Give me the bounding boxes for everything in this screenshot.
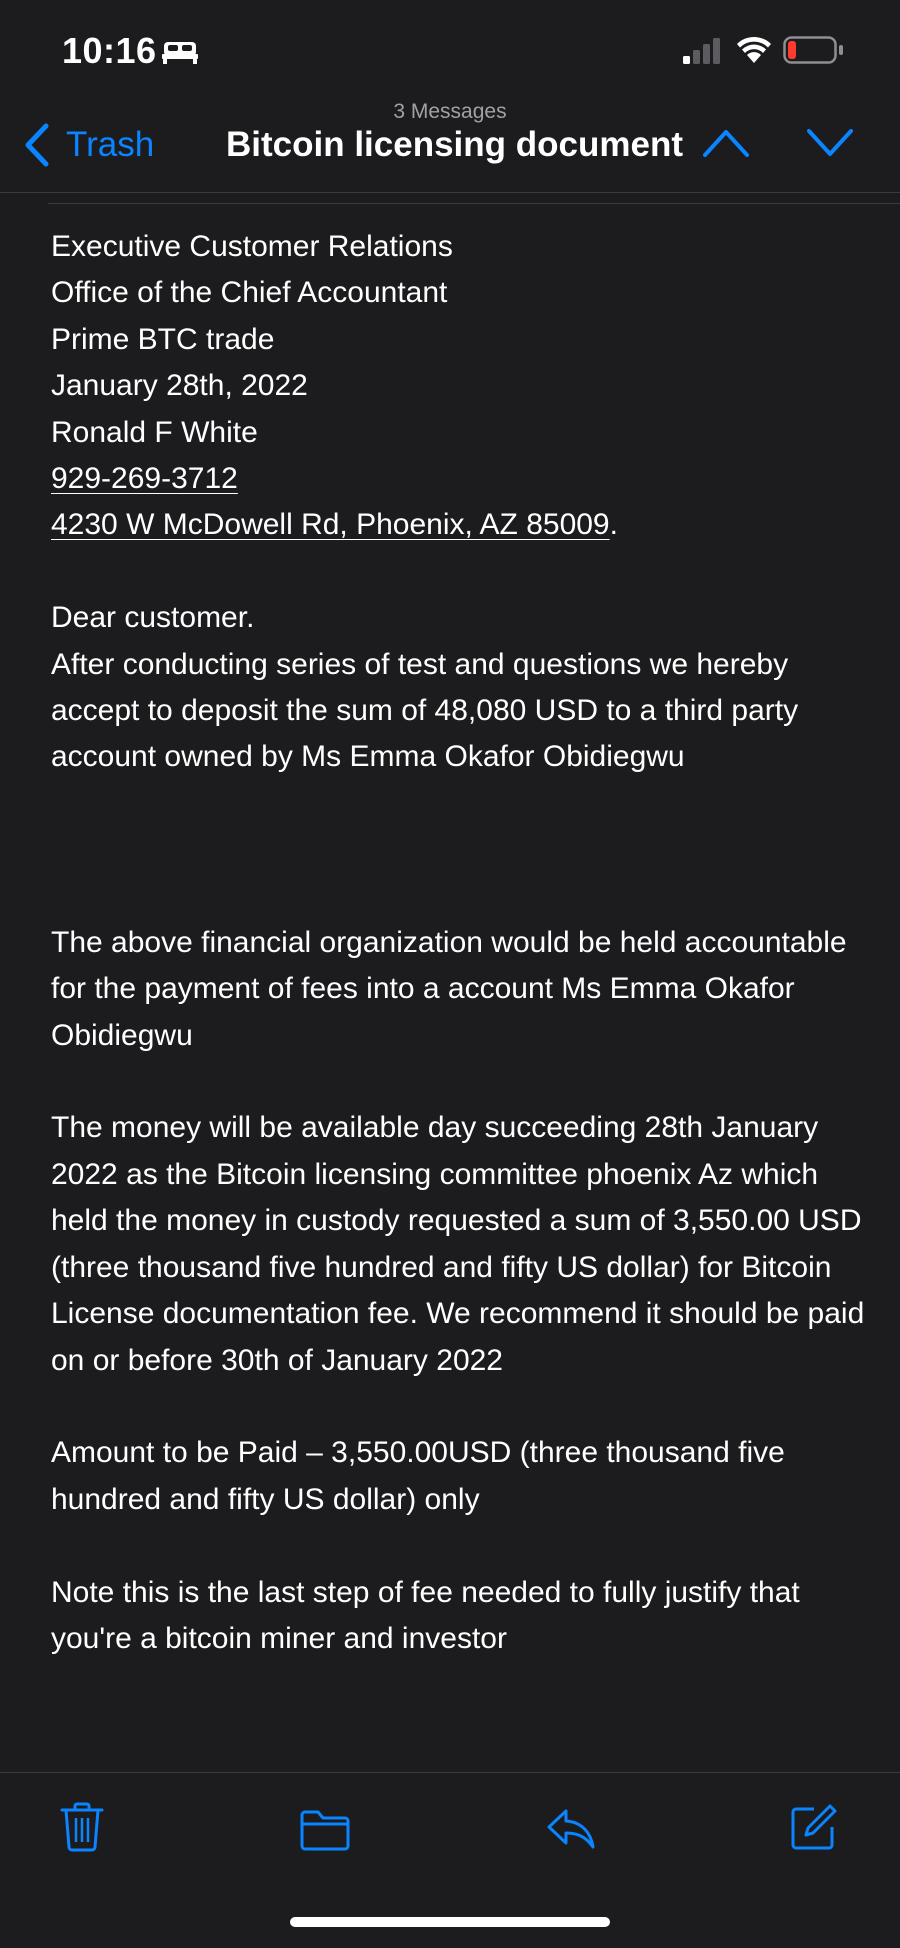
- email-body: [51, 224, 871, 1662]
- wifi-icon: [736, 34, 772, 64]
- status-bar: [0, 0, 900, 100]
- chevron-left-icon: [24, 123, 50, 167]
- reply-icon[interactable]: [546, 1807, 596, 1851]
- header-divider: [48, 203, 900, 204]
- battery-icon: [783, 36, 845, 64]
- sender-department: Executive Customer Relations: [51, 230, 453, 263]
- paragraph-note: Note this is the last step of fee needed to fully justify that you're a bitcoin miner and investor: [51, 1575, 800, 1655]
- navigation-bar: [0, 100, 900, 193]
- email-subject: Bitcoin licensing document: [226, 125, 683, 164]
- folder-icon[interactable]: [299, 1809, 351, 1851]
- trash-icon[interactable]: [60, 1802, 104, 1852]
- back-button[interactable]: [24, 122, 154, 168]
- address-link[interactable]: 4230 W McDowell Rd, Phoenix, AZ 85009: [51, 508, 610, 542]
- paragraph-deposit: After conducting series of test and questions we hereby accept to deposit the sum of 48,080 USD to a third party account owned by Ms Emma Okafor Obidiegwu: [51, 647, 799, 774]
- phone-link[interactable]: 929-269-3712: [51, 462, 238, 496]
- home-indicator[interactable]: [290, 1917, 610, 1927]
- address-suffix: .: [609, 508, 618, 542]
- bed-icon: [162, 38, 198, 64]
- sender-company: Prime BTC trade: [51, 322, 275, 356]
- letter-date: January 28th, 2022: [51, 369, 308, 403]
- next-message-button[interactable]: [806, 128, 854, 158]
- status-time: 10:16: [62, 30, 157, 71]
- compose-icon[interactable]: [790, 1803, 838, 1851]
- paragraph-accountability: The above financial organization would be held accountable for the payment of fees into a account Ms Emma Okafor Obidiegwu: [51, 925, 847, 1052]
- previous-message-button[interactable]: [702, 128, 750, 158]
- message-count: 3 Messages: [393, 100, 507, 123]
- back-label: Trash: [66, 125, 155, 164]
- paragraph-amount: Amount to be Paid – 3,550.00USD (three thousand five hundred and fifty US dollar) only: [51, 1436, 785, 1516]
- sender-office: Office of the Chief Accountant: [51, 276, 448, 310]
- cellular-signal-icon: [683, 38, 723, 64]
- paragraph-availability: The money will be available day succeeding 28th January 2022 as the Bitcoin licensing committee phoenix Az which held the money in custody requested a sum of 3,550.00 USD (three thousand five hundred and fifty US dollar) for Bitcoin License documentation fee. We recommend it should be paid on or before 30th of January 2022: [51, 1111, 865, 1377]
- sender-name: Ronald F White: [51, 415, 258, 449]
- greeting: Dear customer.: [51, 601, 255, 635]
